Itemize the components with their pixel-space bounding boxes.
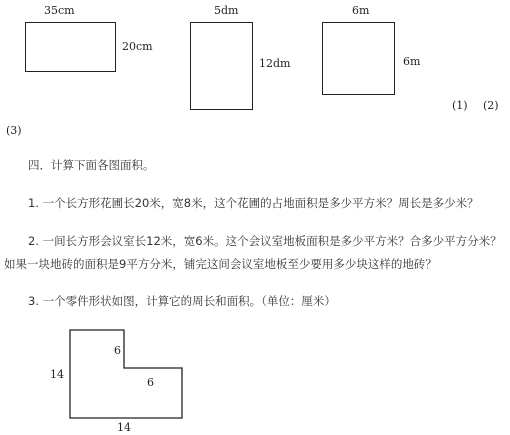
section-heading: 四．计算下面各图面积。 [28,158,155,172]
rect3-side-label: 6m [403,55,421,68]
part-label-6-top: 6 [114,344,121,357]
caption-2: (2) [483,99,499,112]
rect2-top-label: 5dm [214,4,239,17]
rect1-side-label: 20cm [122,40,153,53]
part-label-6-right: 6 [147,376,154,389]
caption-3: (3) [6,124,22,137]
part-label-14-bottom: 14 [117,421,131,434]
caption-1: (1) [452,99,468,112]
rect1-top-label: 35cm [44,4,75,17]
question-2-line-1: 2. 一间长方形会议室长12米，宽6米。这个会议室地板面积是多少平方米？合多少平方分米？ [28,234,502,248]
rect3-top-label: 6m [352,4,370,17]
question-2-line-2: 如果一块地砖的面积是9平方分米，铺完这间会议室地板至少要用多少块这样的地砖？ [4,257,437,271]
rect2-side-label: 12dm [259,57,291,70]
l-shape-outline [70,330,182,418]
question-3: 3. 一个零件形状如图，计算它的周长和面积。（单位：厘米） [28,294,336,308]
question-1: 1. 一个长方形花圃长20米，宽8米，这个花圃的占地面积是多少平方米？周长是多少米？ [28,196,479,210]
part-label-14-left: 14 [50,368,64,381]
